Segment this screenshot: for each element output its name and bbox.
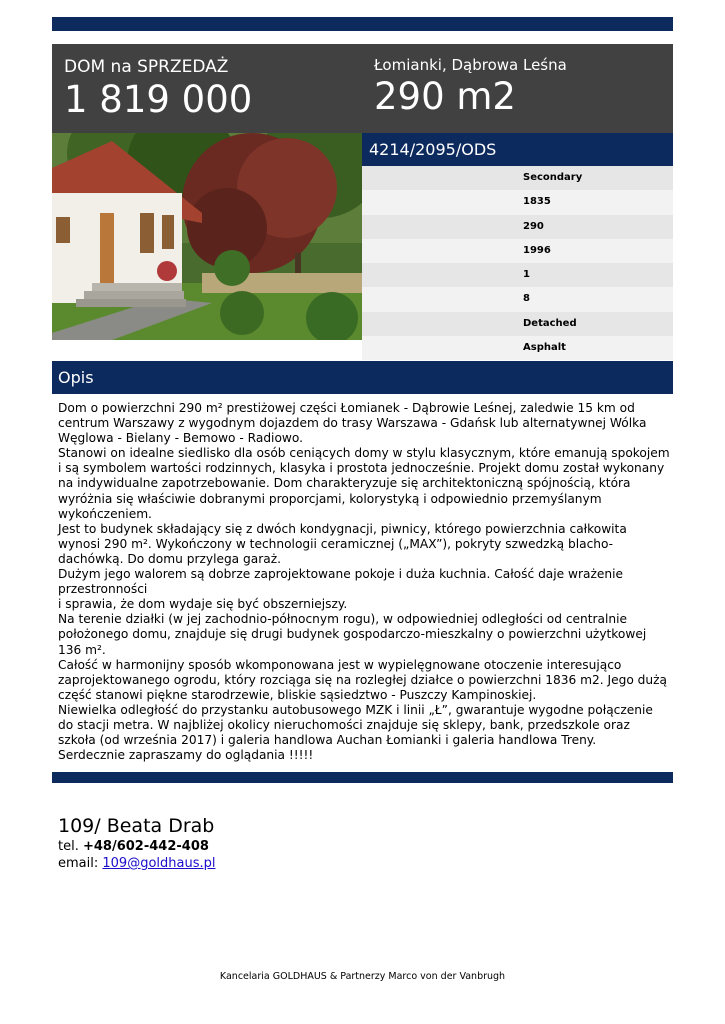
price: 1 819 000 — [64, 78, 253, 121]
description-paragraph: Stanowi on idealne siedlisko dla osób ceniących domy w stylu klasycznym, które emanują spokojem i są symbolem wartości rodzinnych, klasyka i prostota jednocześnie. Projekt domu został wykonany na indywidualne zapotrzebowanie. Dom charakteryzuje się architektoniczną spójnością, która wyróżnia się właściwie dobranymi proporcjami, kolorystyką i odpowiednio przemyślanym wykończeniem. — [58, 446, 670, 521]
spec-value-2: 290 — [362, 215, 673, 239]
listing-header — [52, 44, 673, 133]
bottom-accent-bar — [52, 772, 673, 783]
phone-number: +48/602-442-408 — [82, 839, 209, 854]
description-paragraph: i sprawia, że dom wydaje się być obszerniejszy. — [58, 597, 348, 612]
description-title: Opis — [52, 361, 673, 394]
description-paragraph: Dużym jego walorem są dobrze zaprojektowane pokoje i duża kuchnia. Całość daje wrażenie przestronności — [58, 567, 623, 597]
description-paragraph: Serdecznie zapraszamy do oglądania !!!!! — [58, 748, 314, 763]
description-text — [58, 401, 670, 763]
agent-name: 109/ Beata Drab — [58, 815, 215, 837]
specs-table — [362, 166, 673, 360]
agent-email — [58, 855, 215, 872]
spec-value-3: 1996 — [362, 239, 673, 263]
spec-road: Asphalt — [362, 336, 673, 360]
listing-type: DOM na SPRZEDAŻ — [64, 57, 229, 77]
description-paragraph: Całość w harmonijny sposób wkomponowana jest w wypielęgnowane otoczenie interesująco zaprojektowanego ogrodu, który rozciąga się na rozległej działce o powierzchni 1836 m2. Jego dużą część stanowi piękne starodrzewie, bliskie sąsiedztwo - Puszczy Kampinoskiej. — [58, 657, 668, 702]
property-photo — [52, 133, 362, 340]
email-link[interactable]: 109@goldhaus.pl — [102, 856, 216, 871]
agent-phone — [58, 838, 215, 855]
header-right — [374, 55, 567, 119]
description-paragraph: Na terenie działki (w jej zachodnio-północnym rogu), w odpowiedniej odległości od centralnie położonego domu, znajduje się drugi budynek gospodarczo-mieszkalny o powierzchni użytkowej 136 m². — [58, 612, 647, 657]
description-paragraph: Niewielka odległość do przystanku autobusowego MZK i linii „Ł”, gwarantuje wygodne połączenie do stacji metra. W najbliżej okolicy nieruchomości znajduje się sklepy, bank, przedszkole oraz szkoła (od września 2017) i galeria handlowa Auchan Łomianki i galeria handlowa Treny. — [58, 702, 653, 748]
top-accent-bar — [52, 17, 673, 31]
reference-number: 4214/2095/ODS — [362, 133, 673, 166]
description-paragraph: Dom o powierzchni 290 m² prestiżowej części Łomianek - Dąbrowie Leśnej, zaledwie 15 km od centrum Warszawy z wygodnym dojazdem do trasy Warszawa - Gdańsk lub alternatywnej Wólka Węglowa - Bielany - Bemowo - Radiowo. — [58, 401, 647, 446]
spec-market: Secondary — [362, 166, 673, 190]
house-garden-image — [52, 133, 362, 340]
spec-value-4: 1 — [362, 263, 673, 287]
location: Łomianki, Dąbrowa Leśna — [374, 56, 567, 74]
header-left — [64, 56, 252, 122]
phone-label: tel. — [58, 839, 79, 854]
email-label: email: — [58, 856, 99, 871]
spec-building-type: Detached — [362, 312, 673, 336]
spec-value-5: 8 — [362, 287, 673, 311]
description-paragraph: Jest to budynek składający się z dwóch kondygnacji, piwnicy, którego powierzchnia całkowita wynosi 290 m². Wykończony w technologii ceramicznej („MAX”), pokryty szwedzką blacho-dachówką. Do domu przylega garaż. — [58, 521, 627, 566]
spec-value-1: 1835 — [362, 190, 673, 214]
footer-company: Kancelaria GOLDHAUS & Partnerzy Marco von der Vanbrugh — [219, 971, 506, 982]
area: 290 m2 — [374, 75, 516, 118]
agent-contact — [58, 815, 215, 872]
